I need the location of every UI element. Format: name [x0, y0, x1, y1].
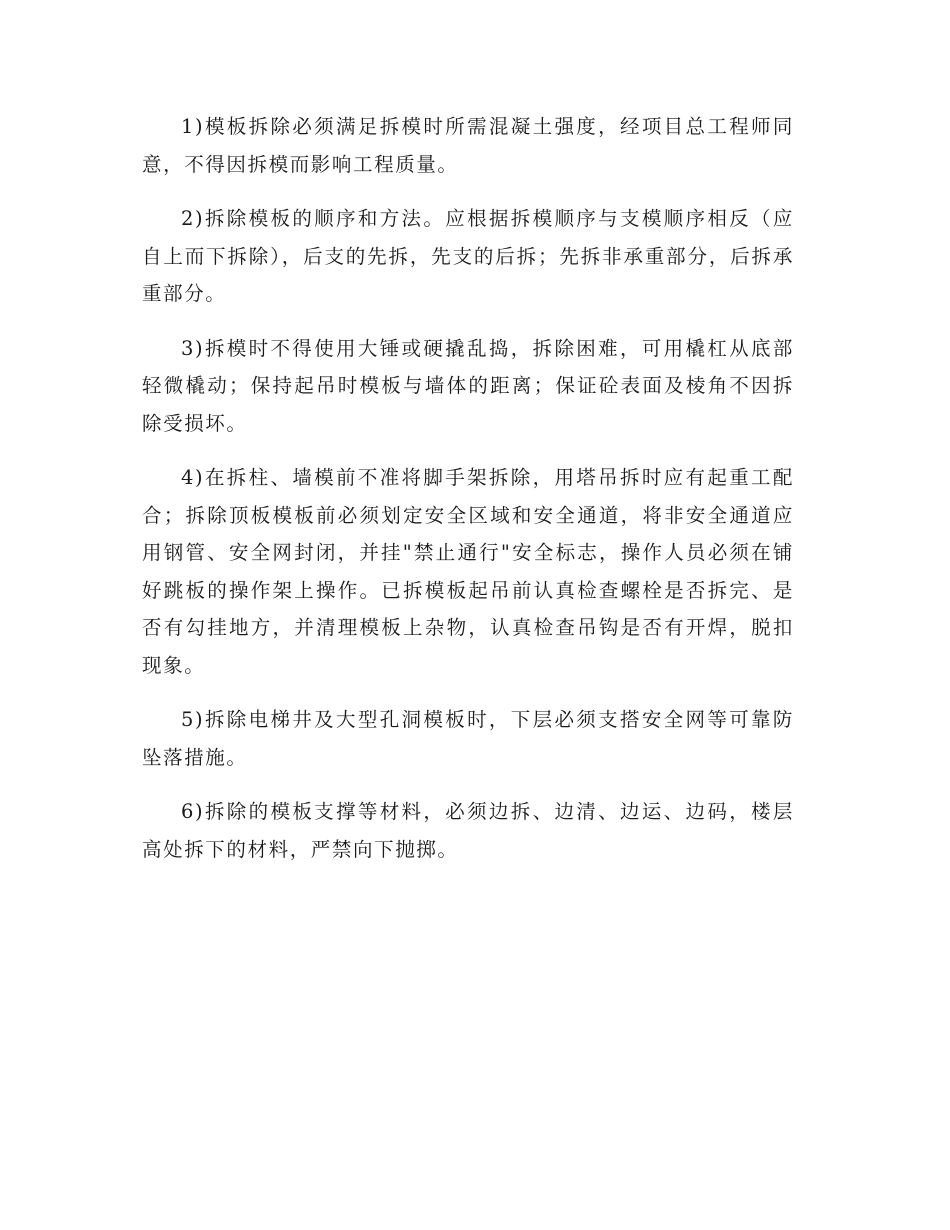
- paragraph-6: 6)拆除的模板支撑等材料，必须边拆、边清、边运、边码，楼层高处拆下的材料，严禁向下抛掷。: [142, 800, 794, 861]
- document-body: [142, 108, 794, 868]
- paragraph-3: 3)拆模时不得使用大锤或硬撬乱捣，拆除困难，可用橇杠从底部轻微橇动；保持起吊时模板与墙体的距离；保证砼表面及棱角不因拆除受损坏。: [142, 336, 794, 435]
- paragraph-4: 4)在拆柱、墙模前不准将脚手架拆除，用塔吊拆时应有起重工配合；拆除顶板模板前必须划定安全区域和安全通道，将非安全通道应用钢管、安全网封闭，并挂"禁止通行"安全标志，操作人员必须在铺好跳板的操作架上操作。已拆模板起吊前认真检查螺栓是否拆完、是否有勾挂地方，并清理模板上杂物，认真检查吊钩是否有开焊，脱扣现象。: [142, 466, 794, 677]
- paragraph-2: 2)拆除模板的顺序和方法。应根据拆模顺序与支模顺序相反（应自上而下拆除），后支的先拆，先支的后拆；先拆非承重部分，后拆承重部分。: [142, 207, 794, 305]
- paragraph-5: 5)拆除电梯井及大型孔洞模板时，下层必须支搭安全网等可靠防坠落措施。: [142, 708, 794, 769]
- paragraph-1: 1)模板拆除必须满足拆模时所需混凝土强度，经项目总工程师同意，不得因拆模而影响工程质量。: [142, 115, 794, 176]
